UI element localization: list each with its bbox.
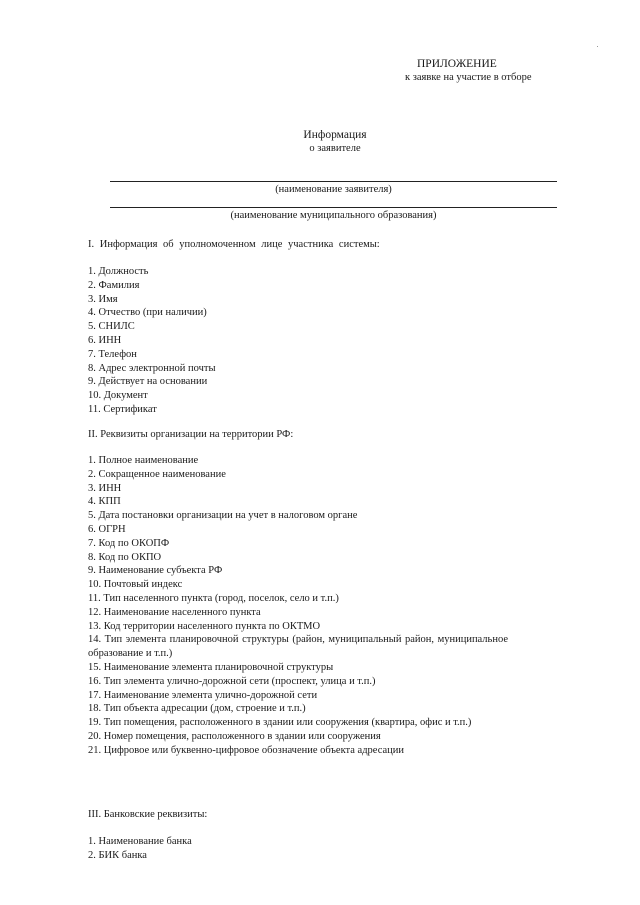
list-item: 3. ИНН [88, 482, 122, 494]
heading-line-2: о заявителе [309, 143, 361, 154]
document-heading [220, 129, 450, 155]
list-item: 6. ОГРН [88, 523, 126, 535]
list-item: 1. Наименование банка [88, 836, 192, 847]
list-item: 1. Полное наименование [88, 455, 199, 466]
list-item: 21. Цифровое или буквенно-цифровое обозначение объекта адресации [88, 744, 405, 756]
list-item: 7. Телефон [88, 348, 137, 360]
section-1-list [88, 265, 508, 417]
list-item: 18. Тип объекта адресации (дом, строение и т.п.) [88, 703, 306, 715]
heading-line-1: Информация [303, 129, 367, 141]
list-item: 2. БИК банка [88, 849, 147, 861]
appendix-subtitle: к заявке на участие в отборе [405, 72, 532, 83]
list-item: 1. Должность [88, 266, 149, 277]
list-item: 2. Фамилия [88, 279, 140, 291]
list-item: 4. Отчество (при наличии) [88, 307, 207, 319]
appendix-title: ПРИЛОЖЕНИЕ [417, 58, 497, 70]
list-item: 3. Имя [88, 293, 118, 305]
municipality-name-line [110, 207, 557, 208]
list-item: 9. Наименование субъекта РФ [88, 565, 223, 577]
list-item: 11. Тип населенного пункта (город, поселок, село и т.п.) [88, 592, 339, 604]
list-item: 13. Код территории населенного пункта по ОКТМО [88, 620, 321, 632]
list-item: 15. Наименование элемента планировочной структуры [88, 661, 334, 673]
list-item: 5. СНИЛС [88, 321, 135, 333]
list-item: 8. Адрес электронной почты [88, 362, 216, 374]
list-item: 7. Код по ОКОПФ [88, 537, 170, 549]
list-item: 10. Почтовый индекс [88, 579, 183, 591]
list-item: 12. Наименование населенного пункта [88, 606, 261, 618]
list-item: 4. КПП [88, 496, 121, 508]
list-item: 14. Тип элемента планировочной структуры (район, муниципальный район, муниципальное образование и т.п.) [88, 634, 508, 660]
scan-speck [597, 46, 598, 47]
list-item: 10. Документ [88, 390, 148, 402]
list-item: 5. Дата постановки организации на учет в налоговом органе [88, 510, 358, 522]
section-3-list [88, 835, 508, 863]
list-item: 6. ИНН [88, 334, 122, 346]
applicant-name-line [110, 181, 557, 182]
applicant-name-label: (наименование заявителя) [275, 184, 392, 195]
list-item: 17. Наименование элемента улично-дорожной сети [88, 689, 318, 701]
list-item: 9. Действует на основании [88, 376, 208, 388]
municipality-name-label: (наименование муниципального образования) [230, 210, 437, 221]
list-item: 20. Номер помещения, расположенного в здании или сооружения [88, 730, 381, 742]
list-item: 8. Код по ОКПО [88, 551, 162, 563]
list-item: 2. Сокращенное наименование [88, 468, 226, 480]
appendix-header [405, 58, 605, 84]
section-2-title: II. Реквизиты организации на территории РФ: [88, 429, 294, 440]
section-2-list [88, 454, 508, 758]
section-3-title: III. Банковские реквизиты: [88, 809, 208, 820]
list-item: 16. Тип элемента улично-дорожной сети (проспект, улица и т.п.) [88, 675, 376, 687]
list-item: 19. Тип помещения, расположенного в здании или сооружения (квартира, офис и т.п.) [88, 717, 472, 729]
section-1-title: I. Информация об уполномоченном лице участника системы: [88, 239, 380, 250]
list-item: 11. Сертификат [88, 403, 157, 415]
